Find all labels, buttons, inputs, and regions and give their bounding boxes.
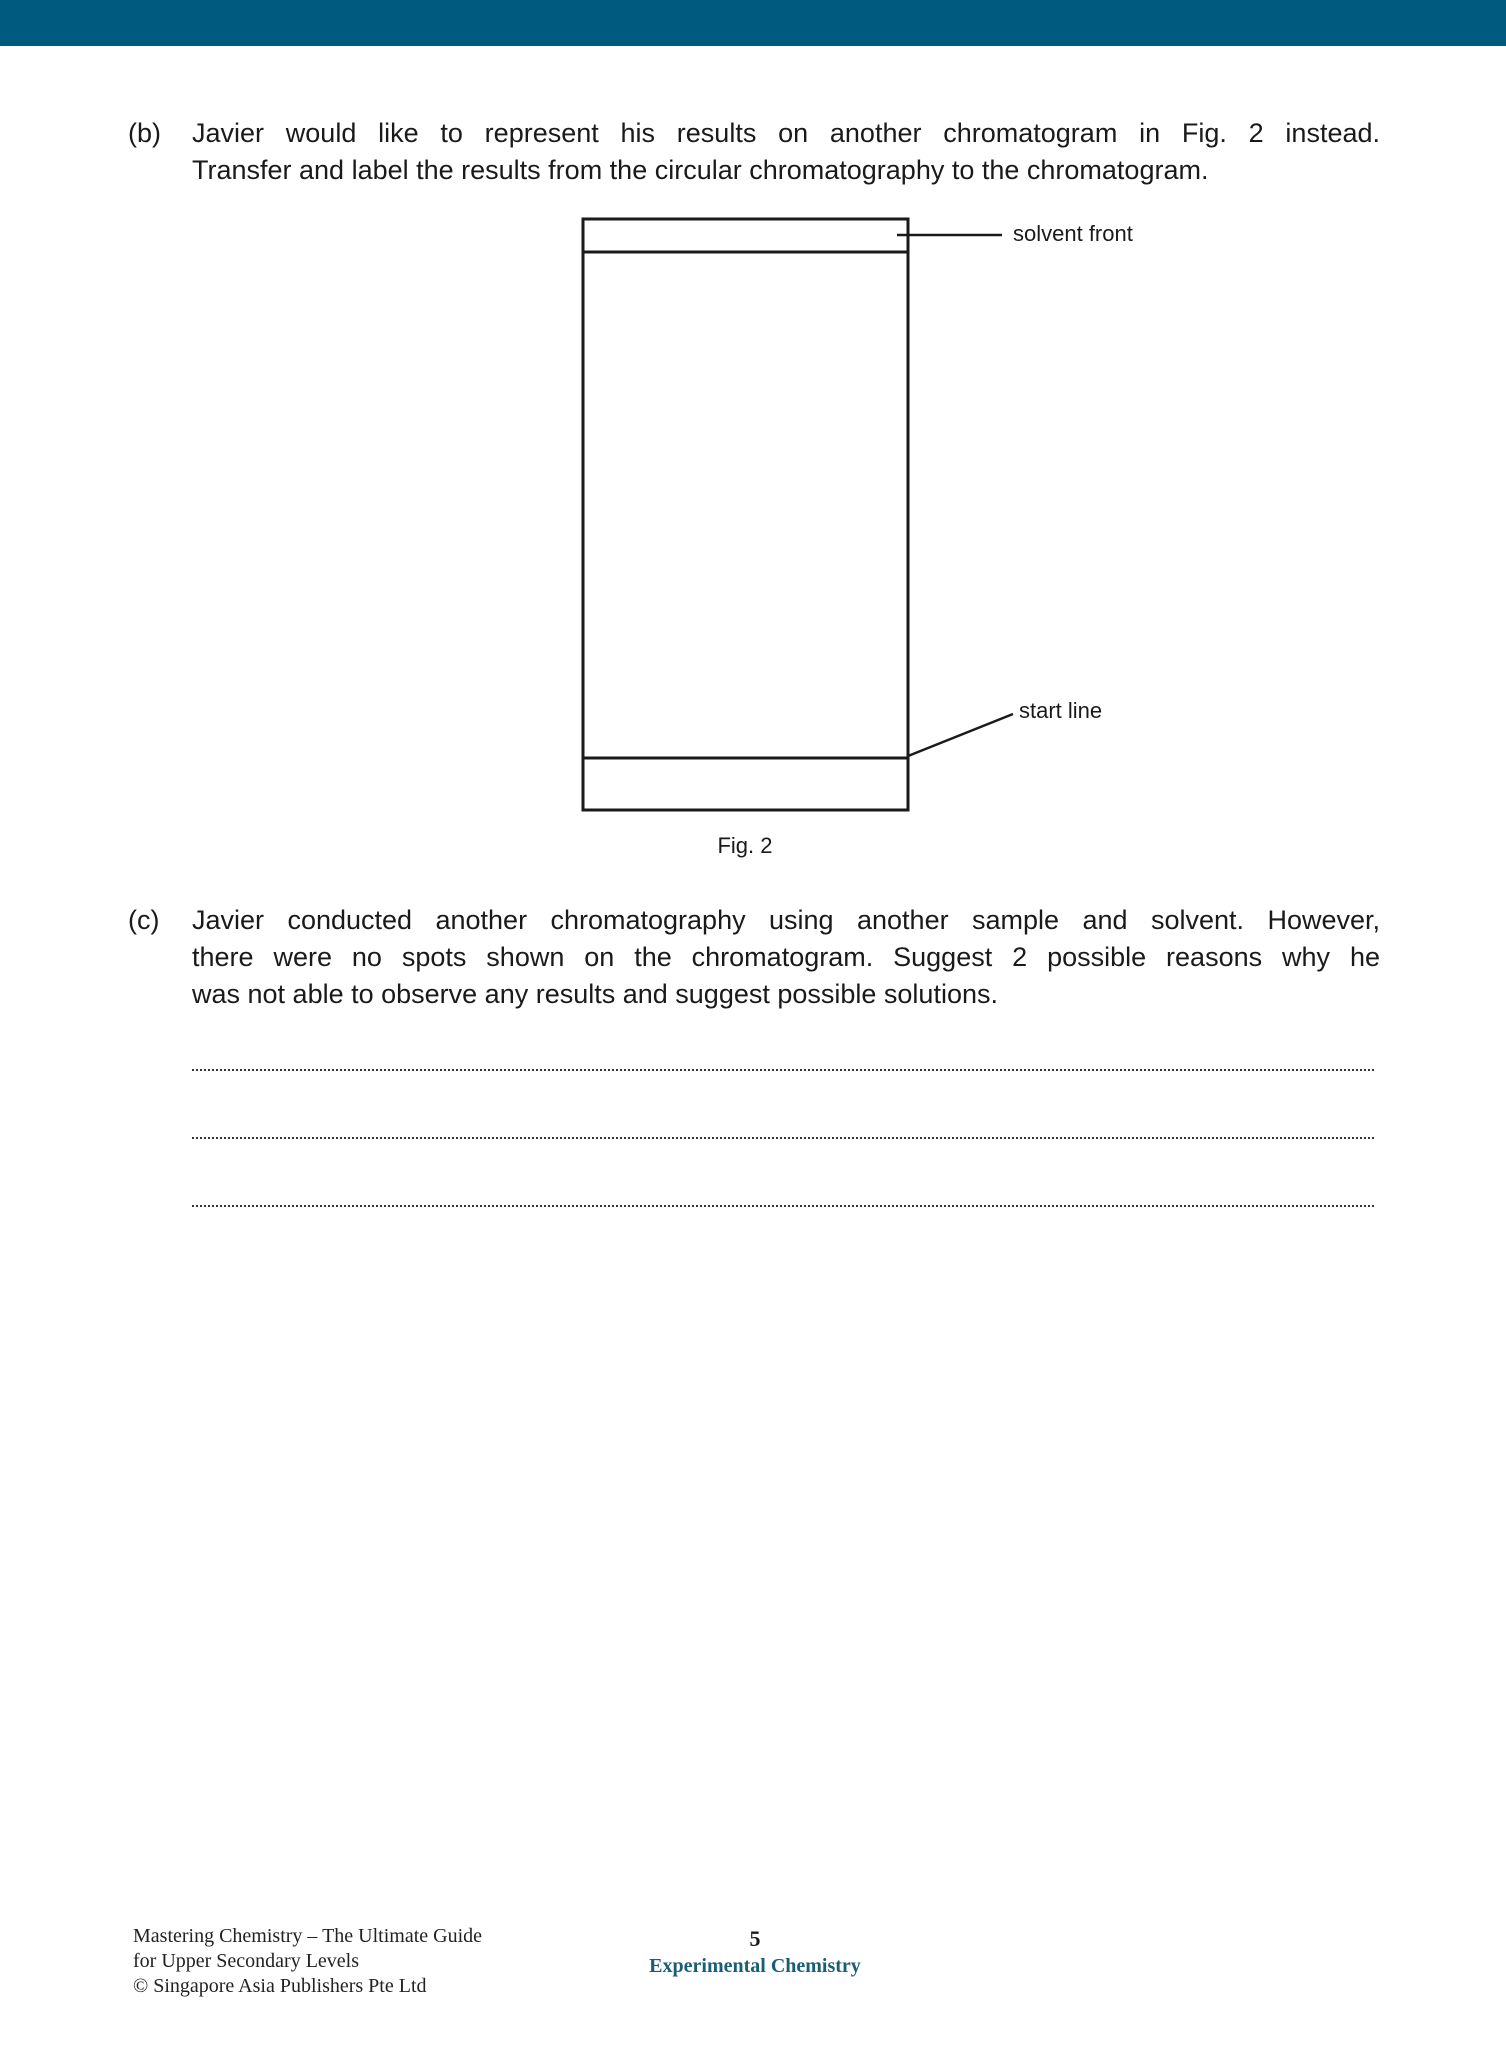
question-c-line: Javier conducted another chromatography using another sample and solvent. However, — [192, 905, 1380, 935]
question-b-label: (b) — [128, 118, 161, 148]
solvent-front-label: solvent front — [1013, 221, 1133, 246]
footer-book-subtitle: for Upper Secondary Levels — [133, 1950, 360, 1972]
figure-caption: Fig. 2 — [717, 833, 773, 858]
question-b-line: Transfer and label the results from the circular chromatography to the chromatogram. — [192, 155, 1209, 185]
question-b-line: Javier would like to represent his results on another chromatogram in Fig. 2 instead. — [192, 118, 1380, 148]
question-c-line: was not able to observe any results and suggest possible solutions. — [192, 979, 998, 1009]
answer-line[interactable] — [192, 1205, 1374, 1207]
footer-book-title: Mastering Chemistry – The Ultimate Guide — [133, 1925, 483, 1947]
start-line-leader — [908, 714, 1013, 756]
question-c-line: there were no spots shown on the chromatogram. Suggest 2 possible reasons why he — [192, 942, 1380, 972]
question-c-text — [192, 902, 1380, 1013]
page-number: 5 — [749, 1926, 761, 1951]
footer-copyright: © Singapore Asia Publishers Pte Ltd — [133, 1975, 427, 1997]
answer-line[interactable] — [192, 1069, 1374, 1071]
chromatogram-paper — [583, 219, 908, 810]
section-title: Experimental Chemistry — [649, 1955, 861, 1977]
answer-line[interactable] — [192, 1137, 1374, 1139]
question-c-label: (c) — [128, 905, 160, 935]
chromatogram-figure — [0, 0, 1506, 900]
footer-book-info — [133, 1924, 482, 1999]
start-line-label: start line — [1019, 698, 1103, 723]
